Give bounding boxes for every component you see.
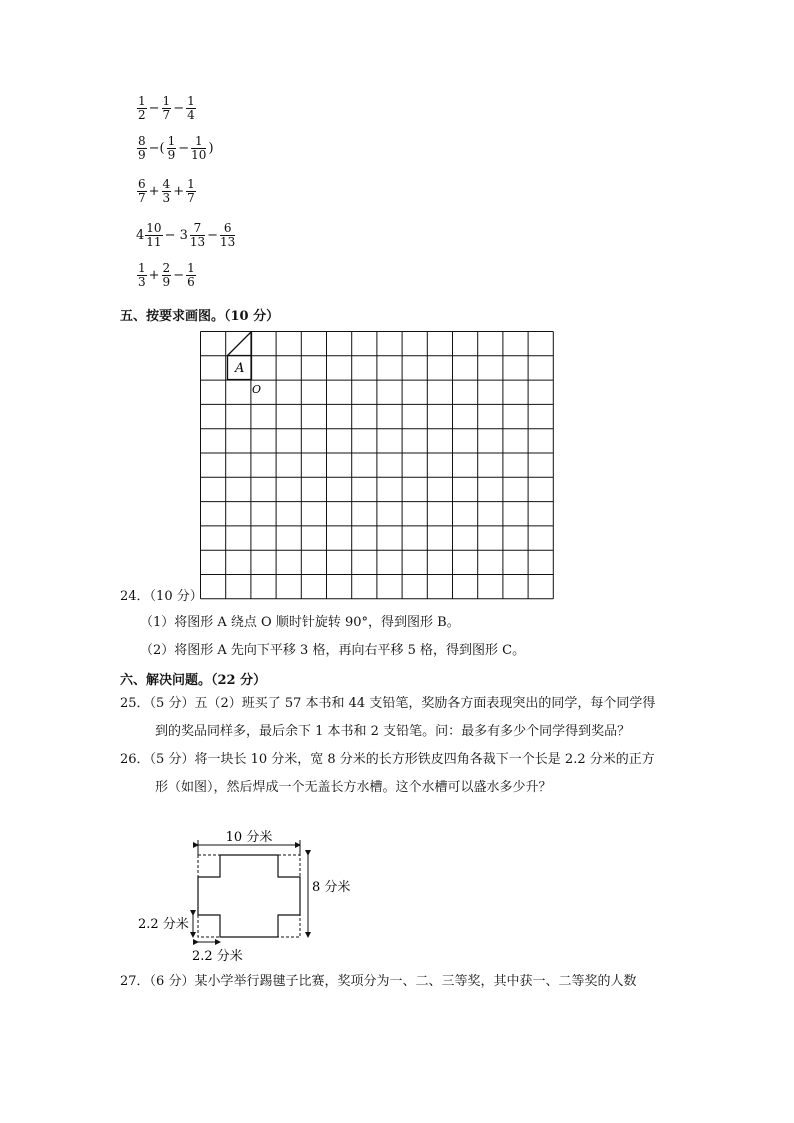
fraction — [137, 178, 147, 205]
numerator: 6 — [138, 177, 146, 191]
denominator: 11 — [146, 235, 162, 249]
q26-line-1: 26．（5 分）将一块长 10 分米，宽 8 分米的长方形铁皮四角各裁下一个长是 2.2 分米的正方 — [120, 752, 655, 767]
fraction — [145, 222, 162, 249]
fraction — [186, 95, 196, 122]
fraction — [190, 222, 205, 249]
drawing-grid — [200, 331, 556, 601]
operator: − — [207, 228, 219, 243]
fraction — [186, 262, 196, 289]
q24-number: 24．（10 分） — [120, 589, 203, 604]
cross-outline — [198, 855, 300, 937]
numerator: 2 — [162, 261, 171, 275]
numerator: 1 — [187, 94, 195, 108]
numerator: 1 — [138, 94, 146, 108]
fraction — [137, 135, 147, 162]
fraction — [191, 135, 206, 162]
operator: + — [148, 184, 160, 199]
operator: − — [173, 268, 185, 283]
denominator: 4 — [187, 108, 195, 122]
q27-line-1: 27．（6 分）某小学举行踢毽子比赛，奖项分为一、二、三等奖，其中获一、二等奖的人数 — [120, 974, 637, 989]
fraction — [162, 95, 172, 122]
numerator: 7 — [190, 222, 205, 236]
operator: − — [148, 101, 160, 116]
denominator: 9 — [162, 275, 171, 289]
top-dim-label: 10 分米 — [225, 830, 273, 845]
fraction — [220, 222, 235, 249]
fraction — [137, 95, 147, 122]
denominator: 2 — [138, 108, 146, 122]
denominator: 6 — [187, 275, 195, 289]
fraction — [167, 135, 177, 162]
operator: ) — [208, 141, 214, 156]
denominator: 9 — [167, 148, 176, 162]
expression-3 — [136, 178, 197, 205]
point-o-label: O — [252, 383, 262, 396]
denominator: 7 — [162, 108, 171, 122]
fraction — [186, 178, 196, 205]
numerator: 6 — [220, 222, 235, 236]
section-6-title: 六、解决问题。（22 分） — [120, 673, 267, 688]
right-dim-label: 8 分米 — [312, 880, 351, 895]
section-5-title: 五、按要求画图。（10 分） — [120, 309, 280, 324]
q24-item-1: （1）将图形 A 绕点 O 顺时针旋转 90°，得到图形 B。 — [140, 615, 460, 630]
denominator: 3 — [162, 191, 171, 205]
sheet-figure — [130, 820, 370, 970]
left-dim-label: 2.2 分米 — [138, 917, 189, 932]
expression-5 — [136, 262, 197, 289]
fraction — [137, 262, 147, 289]
q24-item-2: （2）将图形 A 先向下平移 3 格，再向右平移 5 格，得到图形 C。 — [140, 643, 526, 658]
operator: + — [148, 268, 160, 283]
operator: − 3 — [164, 228, 188, 243]
numerator: 10 — [146, 221, 162, 235]
numerator: 1 — [187, 261, 195, 275]
numerator: 8 — [138, 134, 146, 148]
shape-a-label: A — [235, 361, 245, 376]
expression-2 — [136, 135, 215, 162]
numerator: 1 — [138, 261, 146, 275]
bottom-dim-label: 2.2 分米 — [192, 949, 243, 964]
numerator: 1 — [167, 134, 176, 148]
operator: + — [173, 184, 185, 199]
denominator: 13 — [189, 235, 206, 249]
numerator: 1 — [162, 94, 171, 108]
numerator: 4 — [162, 177, 171, 191]
operator: −( — [148, 141, 165, 156]
q25-line-1: 25．（5 分）五（2）班买了 57 本书和 44 支铅笔，奖励各方面表现突出的同学，每个同学得 — [120, 696, 656, 711]
numerator: 1 — [187, 177, 195, 191]
denominator: 3 — [138, 275, 146, 289]
denominator: 7 — [138, 191, 146, 205]
expression-1 — [136, 95, 197, 122]
whole-number: 4 — [136, 228, 145, 243]
operator: − — [178, 141, 190, 156]
denominator: 9 — [138, 148, 146, 162]
denominator: 13 — [220, 235, 236, 249]
fraction — [162, 262, 172, 289]
fraction — [162, 178, 172, 205]
q26-line-2: 形（如图），然后焊成一个无盖长方水槽。这个水槽可以盛水多少升？ — [155, 780, 552, 795]
expression-4 — [136, 222, 236, 249]
q25-line-2: 到的奖品同样多，最后余下 1 本书和 2 支铅笔。问：最多有多少个同学得到奖品？ — [155, 724, 631, 739]
denominator: 7 — [187, 191, 195, 205]
operator: − — [173, 101, 185, 116]
denominator: 10 — [191, 148, 207, 162]
numerator: 1 — [191, 135, 206, 149]
